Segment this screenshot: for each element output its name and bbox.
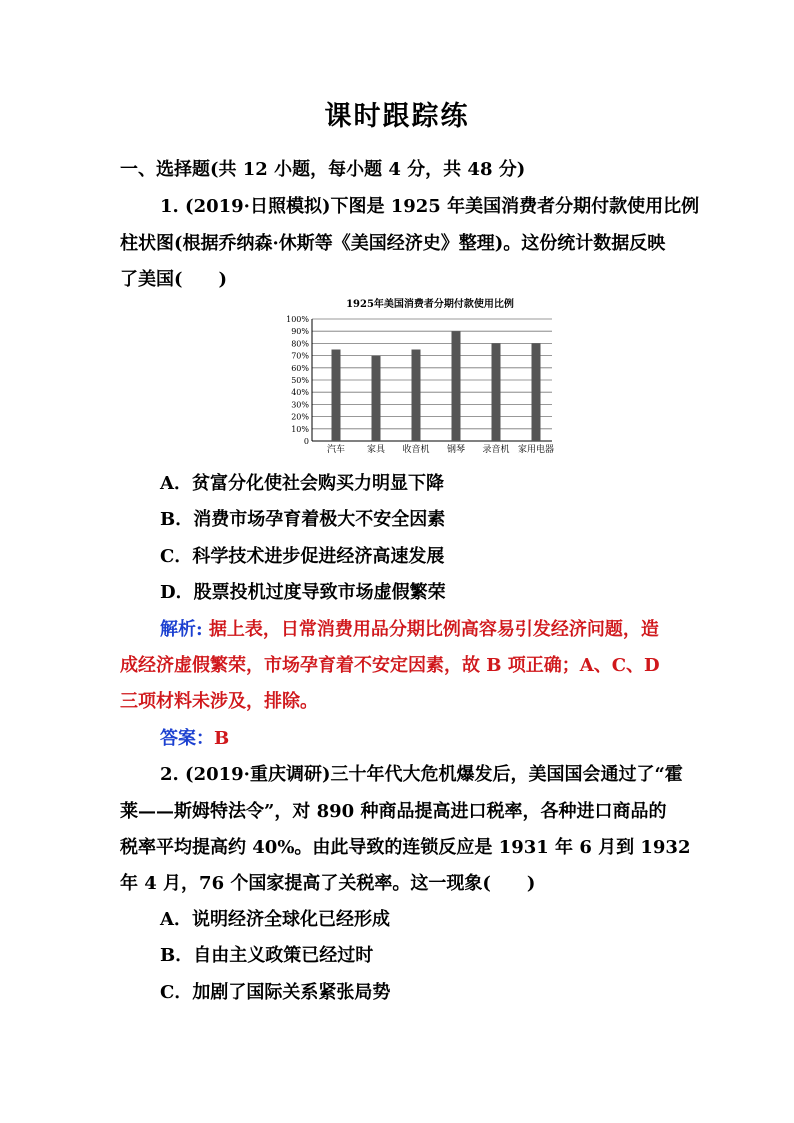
q1-option-b[interactable]: B．消费市场孕育着极大不安全因素 <box>160 509 446 530</box>
chart-grid <box>312 319 552 441</box>
chart-y-tick-label: 0 <box>303 437 309 446</box>
chart-bar <box>332 350 341 442</box>
chart-y-tick-label: 100% <box>286 315 309 324</box>
q2-option-a[interactable]: A．说明经济全球化已经形成 <box>160 909 390 930</box>
q2-line-4: 年 4 月，76 个国家提高了关税率。这一现象( ) <box>120 873 536 894</box>
section-heading-line <box>120 158 525 182</box>
q1-line-3: 了美国( ) <box>120 269 228 290</box>
answer-label: 答案： <box>160 728 214 749</box>
chart-svg <box>280 294 560 464</box>
chart-x-tick-label: 家具 <box>366 445 386 455</box>
q1-option-a[interactable]: A．贫富分化使社会购买力明显下降 <box>160 473 444 494</box>
chart-x-tick-label: 家用电器 <box>517 445 555 455</box>
installment-bar-chart <box>280 294 560 464</box>
q1-analysis-line-3: 三项材料未涉及，排除。 <box>120 691 318 712</box>
chart-y-tick-label: 40% <box>291 388 309 398</box>
q2-line-2: 莱——斯姆特法令”，对 890 种商品提高进口税率，各种进口商品的 <box>120 801 667 822</box>
section-note: (共 12 小题，每小题 4 分，共 48 分) <box>210 159 526 180</box>
q1-answer-line <box>160 727 229 751</box>
q1-analysis-line-1 <box>160 618 659 642</box>
page-title: 课时跟踪练 <box>324 101 470 132</box>
chart-bars <box>332 331 541 441</box>
q2-line-1: 2. (2019·重庆调研)三十年代大危机爆发后，美国国会通过了“霍 <box>160 764 683 785</box>
section-heading: 一、选择题 <box>120 159 210 180</box>
q1-option-c[interactable]: C．科学技术进步促进经济高速发展 <box>160 546 445 567</box>
chart-bar <box>492 343 501 441</box>
chart-bar <box>452 331 461 441</box>
chart-bar <box>372 356 381 441</box>
chart-title: 1925年美国消费者分期付款使用比例 <box>346 299 514 310</box>
chart-y-tick-label: 90% <box>291 327 309 337</box>
q1-line-2: 柱状图(根据乔纳森·休斯等《美国经济史》整理)。这份统计数据反映 <box>120 233 666 254</box>
chart-y-tick-label: 50% <box>291 376 309 385</box>
chart-y-tick-label: 80% <box>291 339 309 349</box>
chart-x-tick-label: 汽车 <box>326 445 346 455</box>
chart-y-tick-label: 60% <box>291 363 309 373</box>
chart-x-tick-label: 录音机 <box>482 445 510 455</box>
chart-y-tick-label: 70% <box>291 351 309 361</box>
q1-analysis-line-2: 成经济虚假繁荣，市场孕育着不安定因素，故 B 项正确；A、C、D <box>120 655 660 676</box>
q2-option-b[interactable]: B．自由主义政策已经过时 <box>160 945 374 966</box>
chart-y-tick-labels <box>286 315 309 446</box>
analysis-label: 解析: <box>160 619 203 640</box>
chart-x-tick-label: 收音机 <box>402 445 430 455</box>
chart-y-tick-label: 30% <box>291 400 309 410</box>
chart-y-tick-label: 20% <box>291 412 309 422</box>
q1-option-d[interactable]: D．股票投机过度导致市场虚假繁荣 <box>160 582 446 603</box>
q2-line-3: 税率平均提高约 40%。由此导致的连锁反应是 1931 年 6 月到 1932 <box>120 837 691 858</box>
chart-x-tick-labels <box>327 443 554 455</box>
chart-x-tick-label: 钢琴 <box>446 445 466 455</box>
answer-value: B <box>214 728 230 749</box>
chart-bar <box>412 350 421 442</box>
chart-bar <box>532 343 541 441</box>
analysis-text-1: 据上表，日常消费用品分期比例高容易引发经济问题，造 <box>202 619 659 640</box>
chart-y-tick-label: 10% <box>291 424 309 434</box>
q2-option-c[interactable]: C．加剧了国际关系紧张局势 <box>160 982 391 1003</box>
q1-line-1: 1. (2019·日照模拟)下图是 1925 年美国消费者分期付款使用比例 <box>160 196 700 217</box>
